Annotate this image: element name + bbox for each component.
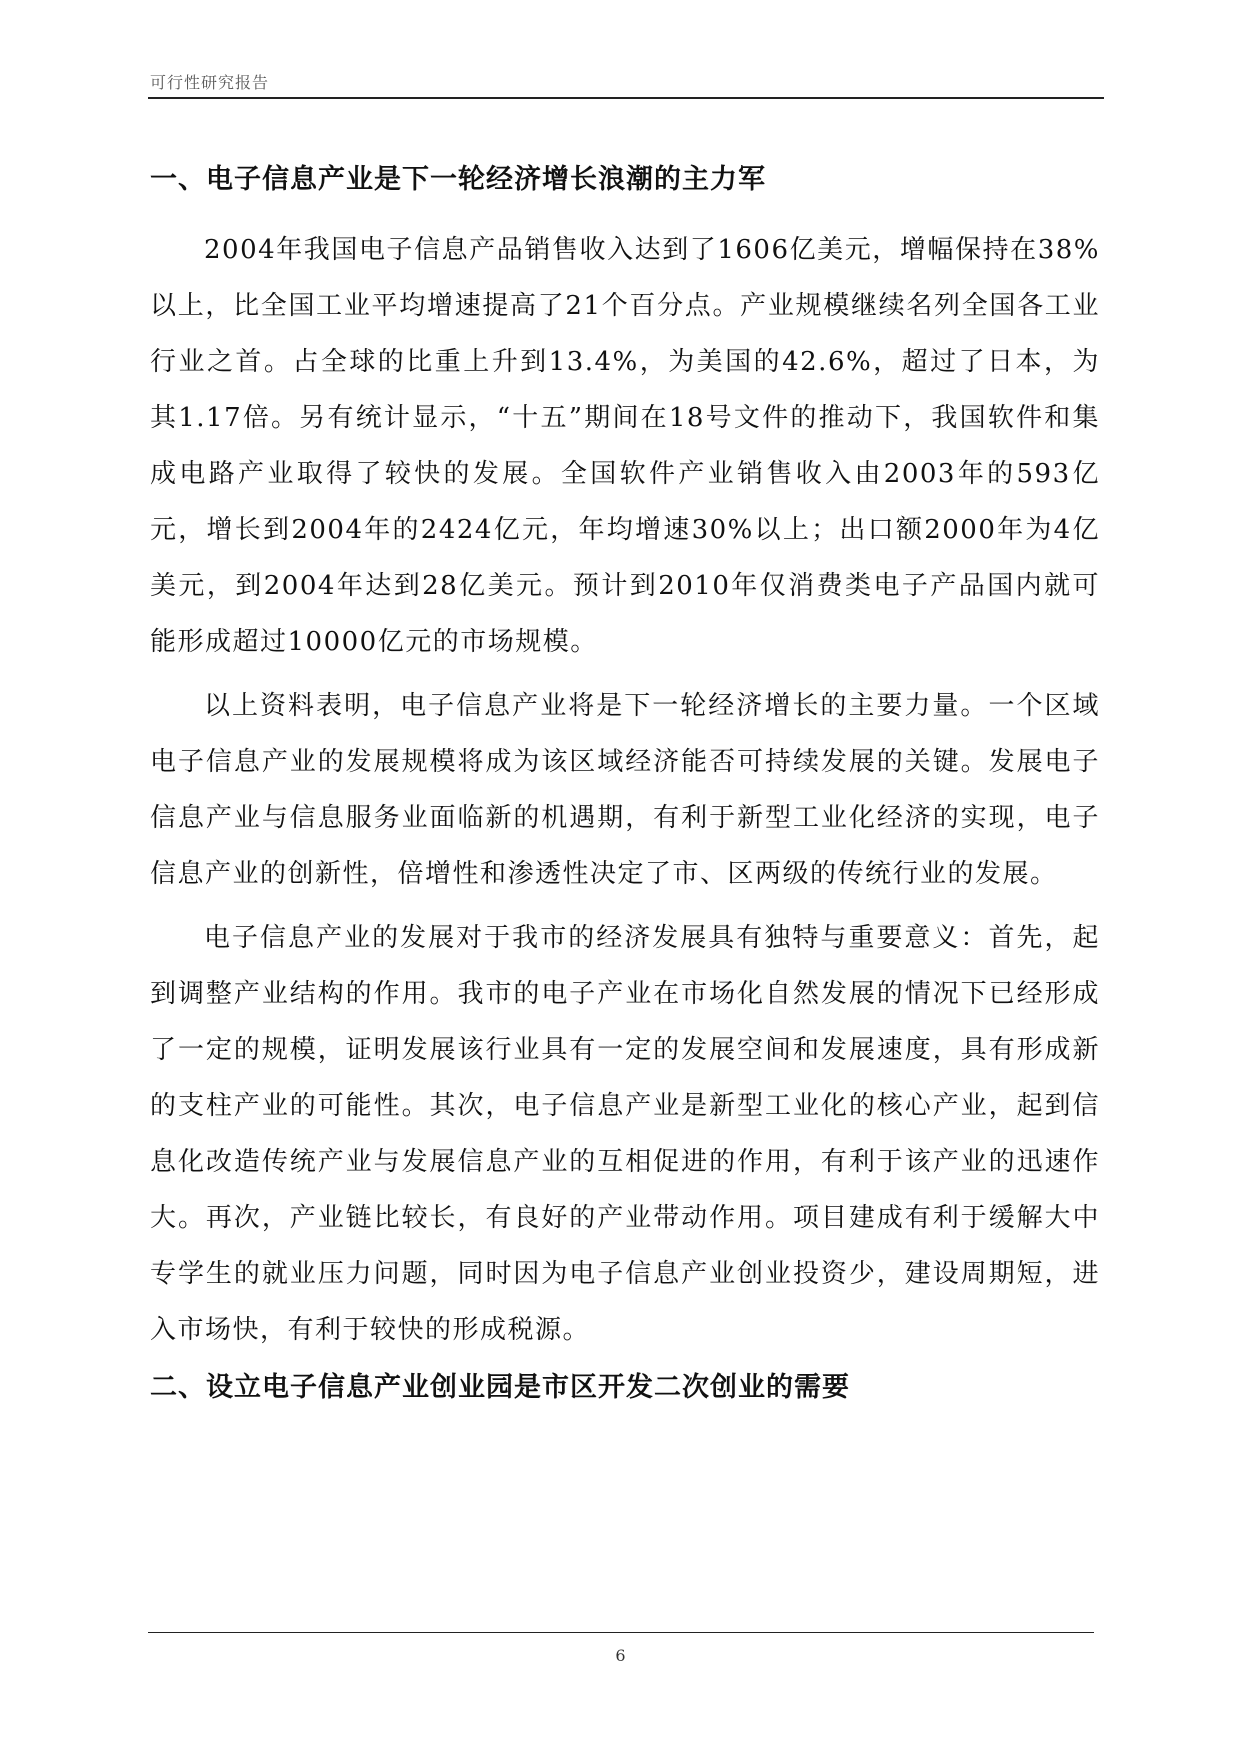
- page-number: 6: [615, 1646, 626, 1665]
- running-header-title: 可行性研究报告: [150, 73, 270, 92]
- section-heading-2: 二、设立电子信息产业创业园是市区开发二次创业的需要: [150, 1372, 850, 1403]
- paragraph-3: 电子信息产业的发展对于我市的经济发展具有独特与重要意义：首先，起到调整产业结构的作用。我市的电子产业在市场化自然发展的情况下已经形成了一定的规模，证明发展该行业具有一定的发展空间和发展速度，具有形成新的支柱产业的可能性。其次，电子信息产业是新型工业化的核心产业，起到信息化改造传统产业与发展信息产业的互相促进的作用，有利于该产业的迅速作大。再次，产业链比较长，有良好的产业带动作用。项目建成有利于缓解大中专学生的就业压力问题，同时因为电子信息产业创业投资少，建设周期短，进入市场快，有利于较快的形成税源。: [150, 923, 1100, 1345]
- footer-divider: [148, 1632, 1094, 1633]
- paragraph-1: 2004年我国电子信息产品销售收入达到了1606亿美元，增幅保持在38% 以上，比全国工业平均增速提高了21个百分点。产业规模继续名列全国各工业行业之首。占全球的比重上升到13.4%，为美国的42.6%，超过了日本，为其1.17倍。另有统计显示，“十五”期间在18号文件的推动下，我国软件和集成电路产业取得了较快的发展。全国软件产业销售收入由2003年的593亿元，增长到2004年的2424亿元，年均增速30%以上；出口额2000年为4亿美元，到2004年达到28亿美元。预计到2010年仅消费类电子产品国内就可能形成超过10000亿元的市场规模。: [150, 235, 1100, 657]
- header-divider: [148, 97, 1104, 99]
- section-heading-1: 一、电子信息产业是下一轮经济增长浪潮的主力军: [150, 164, 766, 195]
- document-body: [150, 160, 1100, 1408]
- paragraph-2: 以上资料表明，电子信息产业将是下一轮经济增长的主要力量。一个区域电子信息产业的发展规模将成为该区域经济能否可持续发展的关键。发展电子信息产业与信息服务业面临新的机遇期，有利于新型工业化经济的实现，电子信息产业的创新性，倍增性和渗透性决定了市、区两级的传统行业的发展。: [150, 691, 1100, 889]
